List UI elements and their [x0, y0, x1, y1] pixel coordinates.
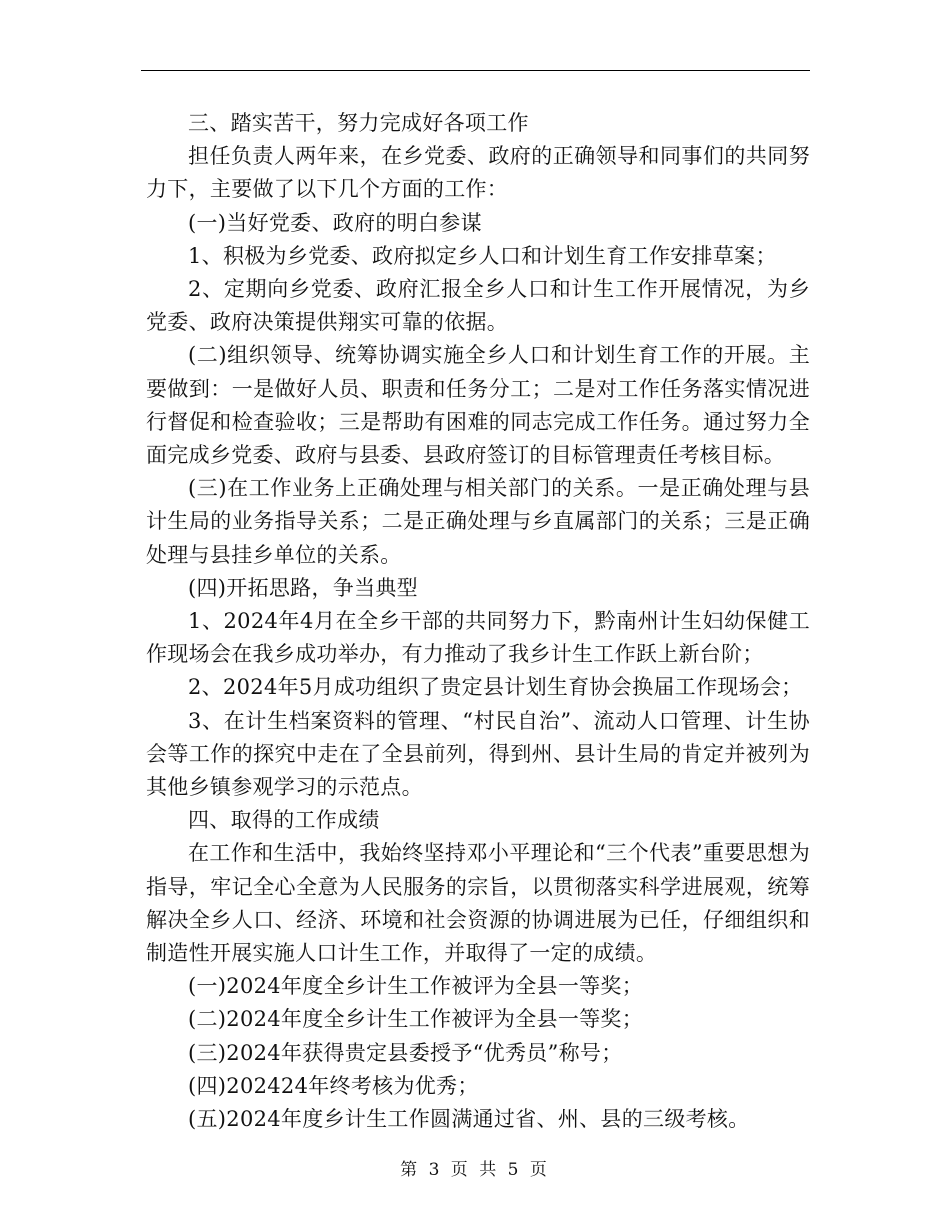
achievement-item: (五)2024年度乡计生工作圆满通过省、州、县的三级考核。 [188, 1107, 750, 1132]
paragraph: 担任负责人两年来，在乡党委、政府的正确领导和同事们的共同努力下，主要做了以下几个方面的工作： [146, 144, 810, 202]
list-item: 3、在计生档案资料的管理、“村民自治”、流动人口管理、计生协会等工作的探究中走在了全县前列，得到州、县计生局的肯定并被列为其他乡镇参观学习的示范点。 [146, 708, 810, 800]
list-item: 1、2024年4月在全乡干部的共同努力下，黔南州计生妇幼保健工作现场会在我乡成功举办，有力推动了我乡计生工作跃上新台阶； [146, 609, 810, 667]
achievement-item: (三)2024年获得贵定县委授予“优秀员”称号； [188, 1040, 623, 1065]
paragraph: 在工作和生活中，我始终坚持邓小平理论和“三个代表”重要思想为指导，牢记全心全意为人民服务的宗旨，以贯彻落实科学进展观，统筹解决全乡人口、经济、环境和社会资源的协调进展为已任，仔细组织和制造性开展实施人口计生工作，并取得了一定的成绩。 [146, 841, 810, 966]
achievement-item: (一)2024年度全乡计生工作被评为全县一等奖； [188, 974, 644, 999]
document-body [146, 107, 810, 1136]
achievement-item: (四)202424年终考核为优秀； [188, 1073, 479, 1098]
achievement-item: (二)2024年度全乡计生工作被评为全县一等奖； [188, 1007, 644, 1032]
subheading-4: (四)开拓思路，争当典型 [188, 575, 418, 600]
list-item: 1、积极为乡党委、政府拟定乡人口和计划生育工作安排草案； [188, 243, 777, 268]
subheading-1: (一)当好党委、政府的明白参谋 [188, 210, 482, 235]
header-rule [141, 70, 810, 71]
list-item: 2、2024年5月成功组织了贵定县计划生育协会换届工作现场会； [188, 675, 803, 700]
list-item: 2、定期向乡党委、政府汇报全乡人口和计生工作开展情况，为乡党委、政府决策提供翔实可靠的依据。 [146, 277, 810, 335]
page-number-footer: 第 3 页 共 5 页 [400, 1160, 550, 1180]
section-heading-4: 四、取得的工作成绩 [188, 808, 380, 833]
section-heading-3: 三、踏实苦干，努力完成好各项工作 [188, 111, 529, 135]
subheading-3-paragraph: (三)在工作业务上正确处理与相关部门的关系。一是正确处理与县计生局的业务指导关系；二是正确处理与乡直属部门的关系；三是正确处理与县挂乡单位的关系。 [146, 476, 810, 567]
subheading-2-paragraph: (二)组织领导、统筹协调实施全乡人口和计划生育工作的开展。主要做到：一是做好人员、职责和任务分工；二是对工作任务落实情况进行督促和检查验收；三是帮助有困难的同志完成工作任务。通过努力全面完成乡党委、政府与县委、县政府签订的目标管理责任考核目标。 [146, 343, 810, 468]
